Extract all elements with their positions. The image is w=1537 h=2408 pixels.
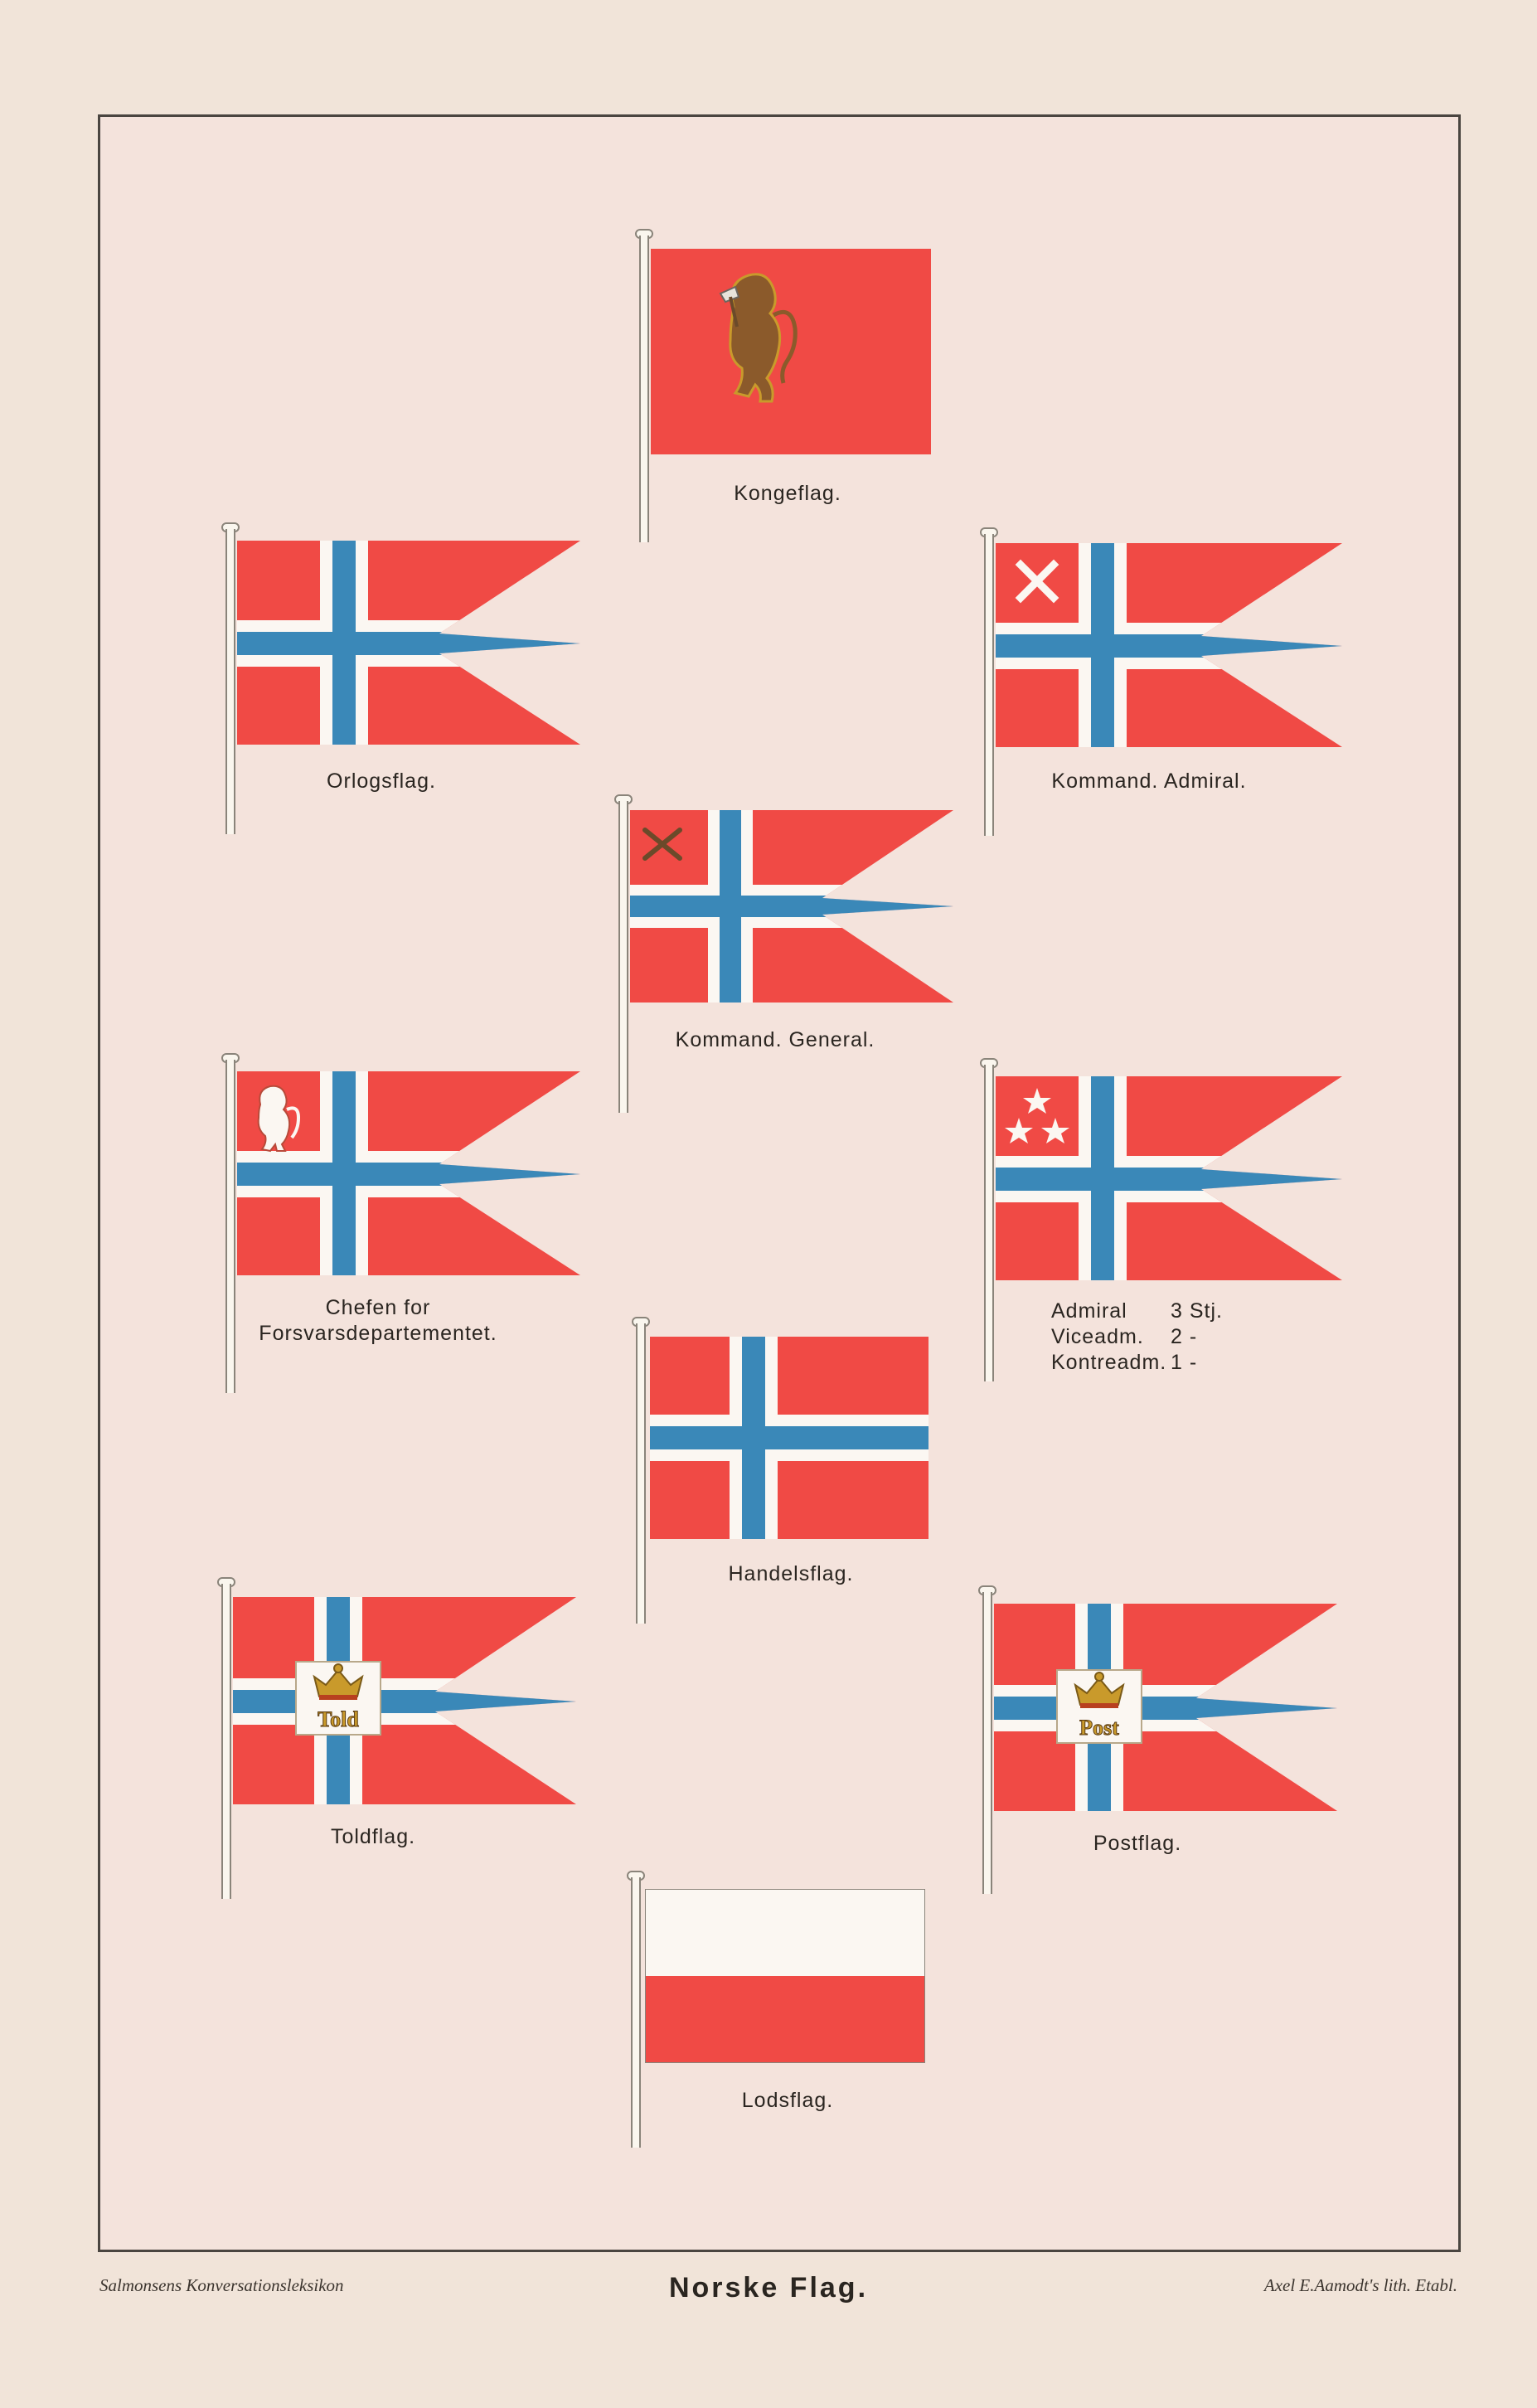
caption-orlogsflag: Orlogsflag. — [327, 769, 436, 793]
rank-stars: 1 - — [1171, 1351, 1198, 1374]
caption-lodsflag: Lodsflag. — [741, 2089, 834, 2112]
flagpole — [636, 1323, 646, 1624]
rank-label: Admiral — [1051, 1299, 1127, 1323]
caption-toldflag: Toldflag. — [330, 1825, 416, 1848]
plate-title: Norske Flag. — [668, 2272, 869, 2304]
caption-kongeflag: Kongeflag. — [734, 482, 841, 505]
rank-stars: 2 - — [1171, 1325, 1198, 1348]
flagpole — [984, 1065, 994, 1381]
emblem-text-told: Told — [318, 1707, 359, 1731]
flag-kongeflag — [651, 249, 931, 454]
flag-orlogsflag — [237, 541, 580, 745]
flagpole — [639, 235, 649, 542]
caption-handelsflag: Handelsflag. — [728, 1562, 854, 1585]
flagpole — [984, 534, 994, 836]
flagpole — [221, 1584, 231, 1899]
flagpole — [225, 529, 235, 834]
flag-kommand-admiral — [996, 543, 1342, 747]
flagpole — [618, 801, 628, 1113]
flag-postflag — [994, 1604, 1337, 1811]
flagpole — [982, 1592, 992, 1894]
flag-toldflag — [233, 1597, 576, 1804]
flag-chefen — [237, 1071, 580, 1275]
flagpole — [225, 1060, 235, 1393]
publisher-credit: Salmonsens Konversationsleksikon — [99, 2275, 344, 2295]
rank-row — [1051, 1324, 1223, 1350]
rank-label: Kontreadm. — [1051, 1351, 1167, 1374]
emblem-text-post: Post — [1079, 1716, 1119, 1740]
flag-admiral — [996, 1076, 1342, 1280]
rank-label: Viceadm. — [1051, 1325, 1144, 1348]
caption-chefen-line-2: Forsvarsdepartementet. — [259, 1322, 497, 1345]
rank-stars: 3 Stj. — [1171, 1299, 1223, 1323]
flag-handelsflag — [650, 1337, 929, 1539]
flag-kommand-general — [630, 810, 953, 1003]
rank-row — [1051, 1299, 1223, 1324]
caption-kommand-general: Kommand. General. — [675, 1028, 875, 1051]
flagpole — [631, 1877, 641, 2148]
caption-chefen-line-1: Chefen for — [325, 1296, 431, 1319]
caption-postflag: Postflag. — [1093, 1832, 1182, 1855]
flag-lodsflag — [645, 1889, 925, 2063]
rank-star-table — [1051, 1299, 1223, 1376]
rank-row — [1051, 1350, 1223, 1376]
lithographer-credit: Axel E.Aamodt's lith. Etabl. — [1263, 2275, 1457, 2295]
caption-kommand-admiral: Kommand. Admiral. — [1051, 769, 1247, 793]
